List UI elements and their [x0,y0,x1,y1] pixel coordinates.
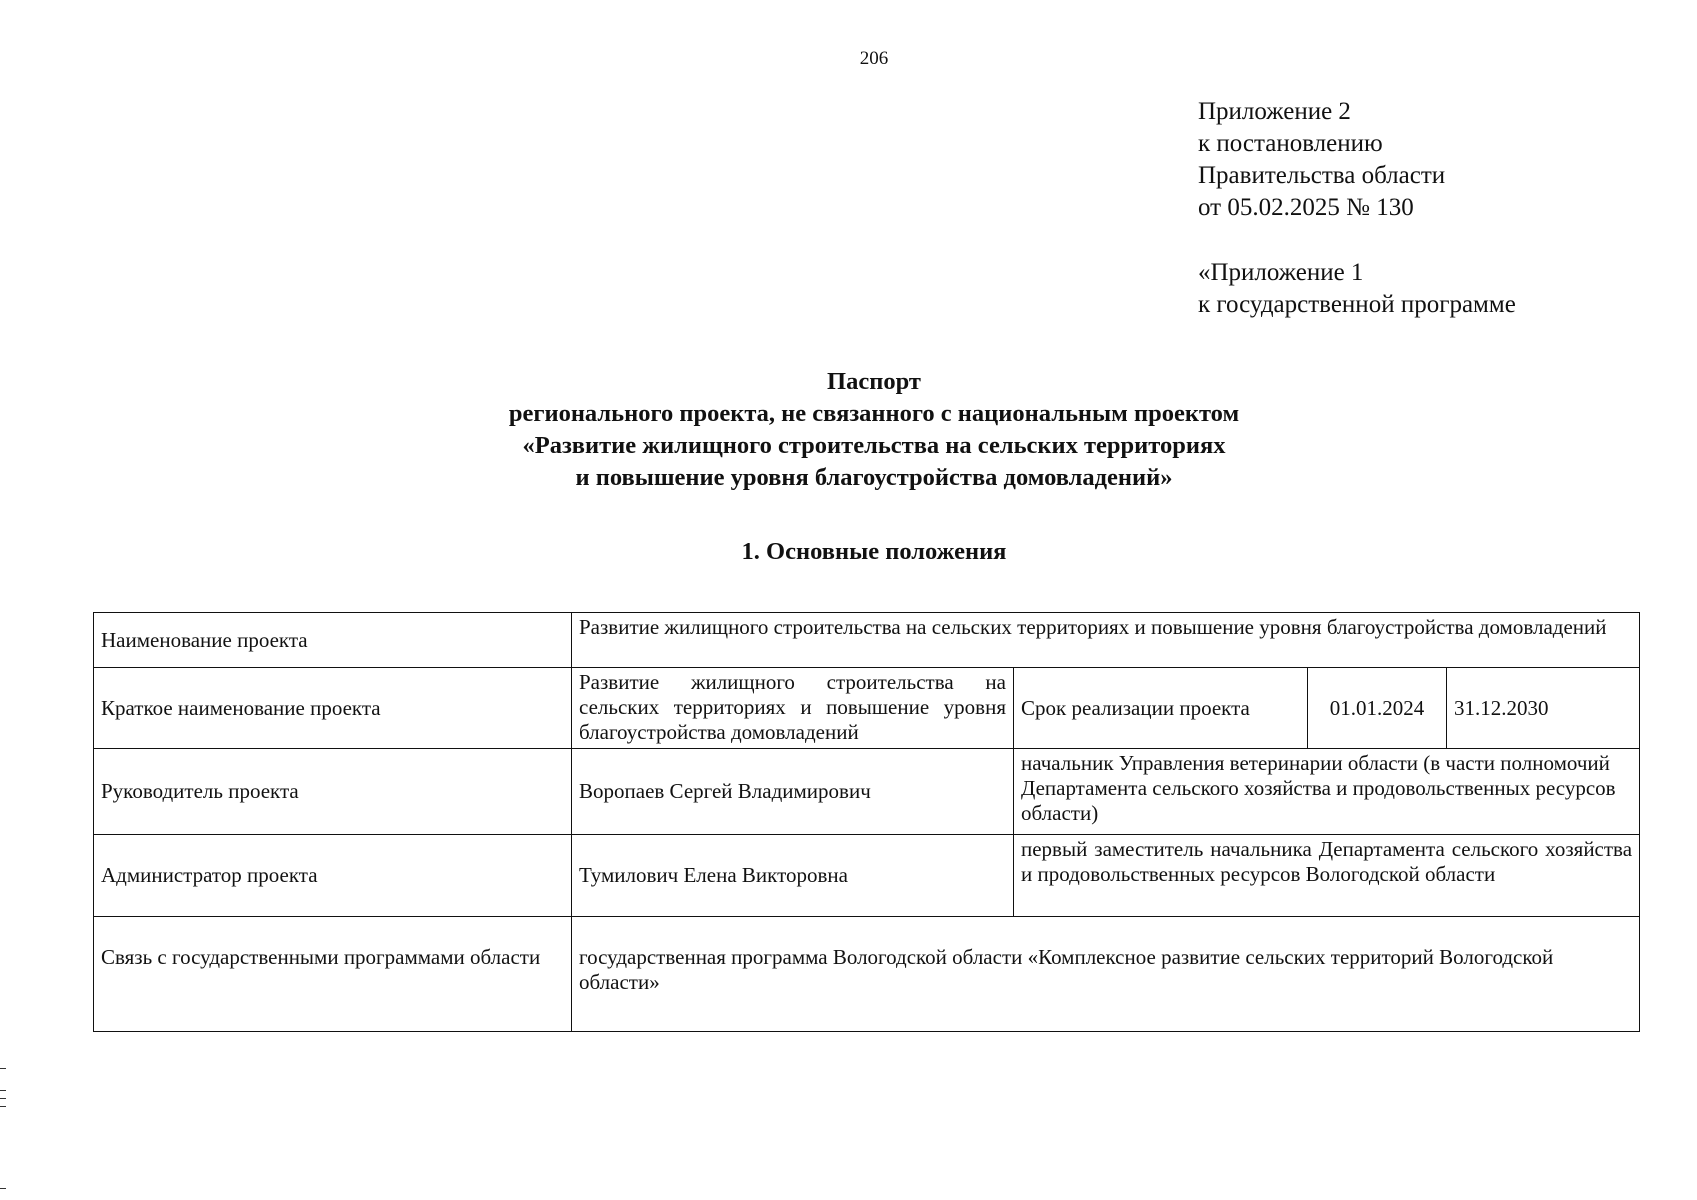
programs-link-value: государственная программа Вологодской области «Комплексное развитие сельских территорий Вологодской области» [572,917,1640,1032]
end-date: 31.12.2030 [1447,668,1640,749]
margin-mark [0,1068,6,1069]
margin-mark [0,1188,6,1189]
annex-line: к постановлению [1198,130,1383,157]
title-line: «Развитие жилищного строительства на сельских территориях [522,432,1226,459]
margin-mark [0,1098,6,1099]
start-date: 01.01.2024 [1308,668,1447,749]
passport-table [93,612,1640,1032]
title-line: регионального проекта, не связанного с национальным проектом [508,400,1240,427]
annex-line: Приложение 2 [1198,98,1351,125]
margin-mark [0,1090,6,1091]
table-row [94,668,1640,749]
term-label: Срок реализации проекта [1014,668,1308,749]
annex-block [1198,96,1516,321]
page-number: 206 [859,48,889,69]
table-row [94,917,1640,1032]
project-name-label: Наименование проекта [94,613,572,668]
table-row [94,835,1640,917]
leader-position: начальник Управления ветеринарии области (в части полномочий Департамента сельского хозяйства и продовольственных ресурсов области) [1014,749,1640,835]
document-title [0,366,1697,494]
short-name-label: Краткое наименование проекта [94,668,572,749]
programs-link-label: Связь с государственными программами области [94,917,572,1032]
section-heading: 1. Основные положения [741,538,1007,565]
leader-label: Руководитель проекта [94,749,572,835]
project-name-value: Развитие жилищного строительства на сельских территориях и повышение уровня благоустройства домовладений [572,613,1640,668]
title-line: и повышение уровня благоустройства домовладений» [575,464,1173,491]
annex-quoted-line: к государственной программе [1198,291,1516,318]
short-name-value: Развитие жилищного строительства на сельских территориях и повышение уровня благоустройства домовладений [572,668,1014,749]
title-heading: Паспорт [827,368,921,395]
leader-name: Воропаев Сергей Владимирович [572,749,1014,835]
annex-line: Правительства области [1198,162,1446,189]
administrator-label: Администратор проекта [94,835,572,917]
margin-mark [0,1106,6,1107]
administrator-name: Тумилович Елена Викторовна [572,835,1014,917]
annex-line: от 05.02.2025 № 130 [1198,194,1414,221]
annex-quoted-line: «Приложение 1 [1198,259,1364,286]
administrator-position: первый заместитель начальника Департамента сельского хозяйства и продовольственных ресурсов Вологодской области [1014,835,1640,917]
table-row [94,749,1640,835]
table-row [94,613,1640,668]
